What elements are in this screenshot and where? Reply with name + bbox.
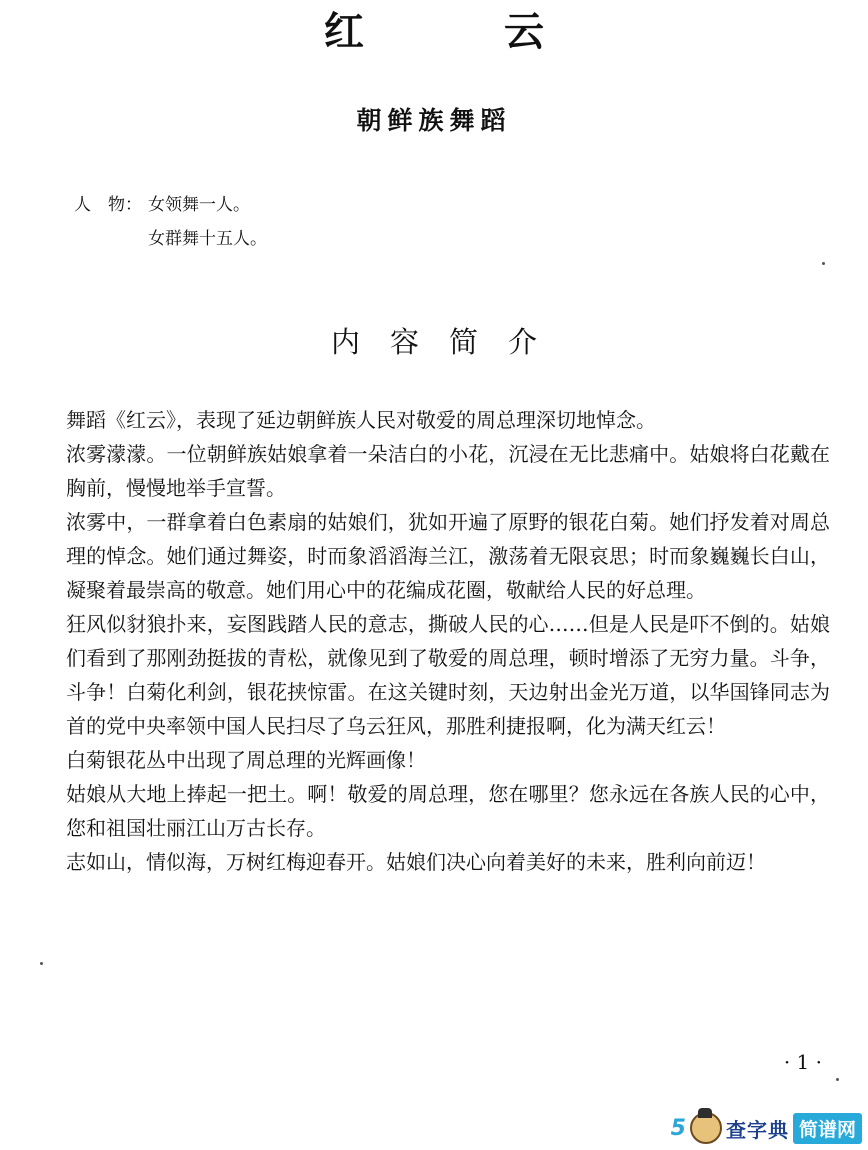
watermark-number: 5 <box>670 1115 686 1141</box>
cast-line-lead <box>74 188 267 222</box>
synopsis-paragraph-5: 白菊银花丛中出现了周总理的光辉画像！ <box>66 748 426 772</box>
watermark-brand: 查字典 <box>725 1117 789 1142</box>
page-title: 红云 <box>324 8 684 55</box>
page-subtitle: 朝鲜族舞蹈 <box>356 106 512 135</box>
synopsis-paragraph-4: 狂风似豺狼扑来，妄图践踏人民的意志，撕破人民的心……但是人民是吓不倒的。姑娘们看到了那刚劲挺拔的青松，就像见到了敬爱的周总理，顿时增添了无穷力量。斗争，斗争！白菊化利剑，银花挟惊雷。在这关键时刻，天边射出金光万道，以华国锋同志为首的党中央率领中国人民扫尽了乌云狂风，那胜利捷报啊，化为满天红云！ <box>66 612 830 738</box>
scan-speck <box>836 1078 839 1081</box>
site-watermark <box>671 1110 862 1146</box>
scan-speck <box>822 262 825 265</box>
cast-label: 人 物： <box>74 195 142 215</box>
mascot-icon <box>690 1112 722 1144</box>
cast-group-dancers: 女群舞十五人。 <box>148 229 267 249</box>
watermark-box: 简谱网 <box>793 1113 862 1144</box>
page-number: · 1 · <box>783 1050 822 1074</box>
synopsis-paragraph-6: 姑娘从大地上捧起一把土。啊！敬爱的周总理，您在哪里？您永远在各族人民的心中，您和祖国壮丽江山万古长存。 <box>66 782 830 840</box>
section-heading: 内容简介 <box>330 325 567 359</box>
cast-lead-dancer: 女领舞一人。 <box>148 195 250 215</box>
cast-line-group <box>74 222 267 256</box>
synopsis-paragraph-1: 舞蹈《红云》，表现了延边朝鲜族人民对敬爱的周总理深切地悼念。 <box>66 408 656 432</box>
scan-speck <box>40 962 43 965</box>
synopsis-paragraph-2: 浓雾濛濛。一位朝鲜族姑娘拿着一朵洁白的小花，沉浸在无比悲痛中。姑娘将白花戴在胸前，慢慢地举手宣誓。 <box>66 442 830 500</box>
cast-list <box>74 188 267 256</box>
synopsis-body <box>66 403 830 879</box>
synopsis-paragraph-3: 浓雾中，一群拿着白色素扇的姑娘们，犹如开遍了原野的银花白菊。她们抒发着对周总理的悼念。她们通过舞姿，时而象滔滔海兰江，激荡着无限哀思；时而象巍巍长白山，凝聚着最崇高的敬意。她们用心中的花编成花圈，敬献给人民的好总理。 <box>66 510 830 602</box>
synopsis-paragraph-7: 志如山，情似海，万树红梅迎春开。姑娘们决心向着美好的未来，胜利向前迈！ <box>66 850 766 874</box>
